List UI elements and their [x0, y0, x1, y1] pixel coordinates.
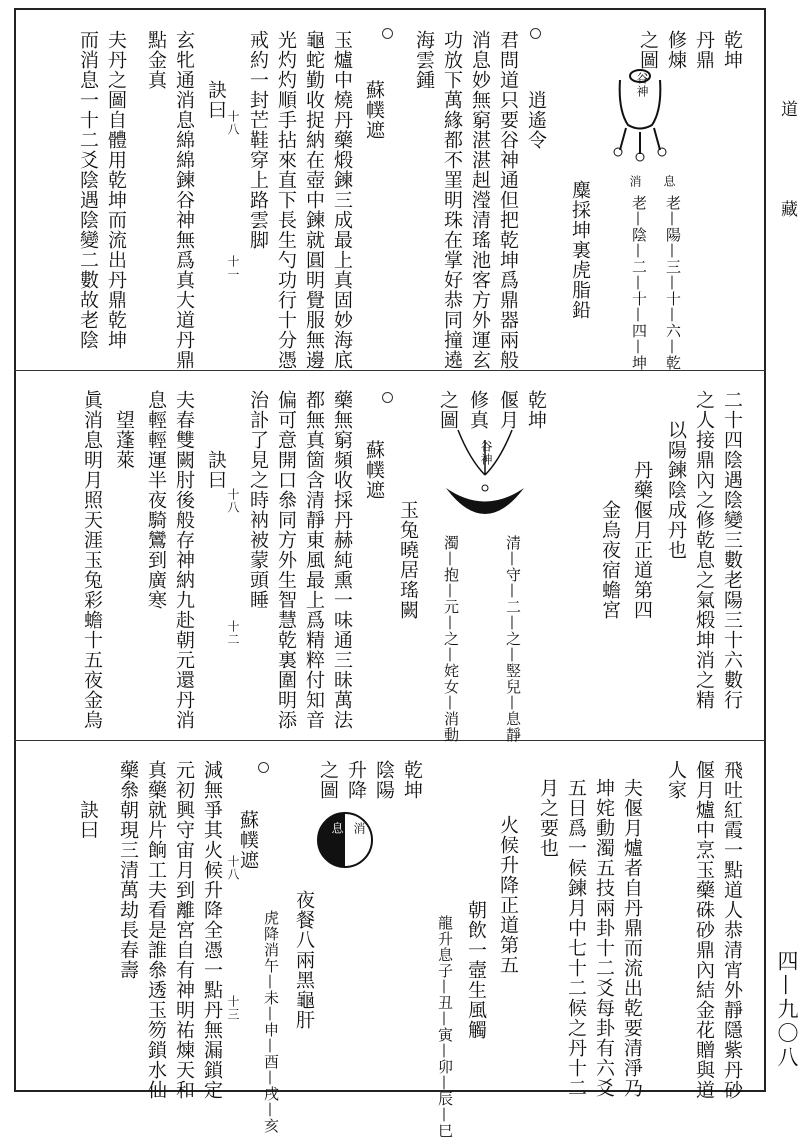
diagram-title: 修煉 — [665, 30, 687, 70]
panel-divider — [14, 740, 766, 741]
text-column: 真藥就片餉工夫看是誰叅透玉笏鎖水仙 — [145, 760, 167, 1100]
circle-mark — [382, 392, 393, 403]
text-column: 治訃了見之時衲被蒙頭睡 — [247, 390, 269, 610]
table-column: 清—守—二—之—竪兒—息靜 — [504, 535, 522, 743]
margin-note: 十二 — [226, 620, 240, 646]
diagram-title: 升降 — [345, 760, 367, 800]
diagram-title: 偃月 — [497, 390, 519, 430]
text-column: 藥無窮頻收採丹赫純熏一味通三昧萬法 — [331, 390, 353, 730]
circle-mark — [382, 28, 393, 39]
text-column: 而消息一十二爻陰遇陰變二數故老陰 — [77, 30, 99, 350]
text-column: 坤姹動濁五技兩卦十二爻每卦有六爻 — [593, 778, 615, 1098]
yin-label: 息 — [330, 822, 344, 835]
section-heading: 丹藥偃月正道第四 — [631, 460, 653, 620]
diagram-title: 乾坤 — [525, 390, 547, 430]
jue-heading: 訣曰 — [77, 800, 99, 840]
text-column: 消息妙無窮湛湛赳瀅清瑤池客方外運玄 — [469, 30, 491, 370]
circle-mark — [258, 762, 269, 773]
section-subheading: 朝飲一壼生風觸 — [465, 900, 487, 1040]
text-column: 都無真箇含清靜東風最上爲精粹付知音 — [303, 390, 325, 730]
margin-note: 十八 — [226, 488, 240, 514]
text-column: 之人接鼎內之修乾息之氣煅坤消之精 — [693, 390, 715, 710]
text-column: 玄牝通消息綿綿鍊谷神無爲真大道丹鼎 — [173, 30, 195, 370]
text-column: 息輕輕運半夜騎鸞到廣寒 — [145, 390, 167, 610]
text-column: 眞消息明月照天涯玉兔彩蟾十五夜金烏 — [81, 390, 103, 730]
text-column: 偏可意開口叅同方外生智慧乾裏圍明添 — [275, 390, 297, 730]
yang-label: 消 — [352, 822, 366, 835]
text-column: 夫春雙闕肘後般存神納九赴朝元還丹消 — [173, 390, 195, 730]
poem-title: 望蓬萊 — [113, 410, 135, 470]
text-column: 五日爲一候鍊月中七十二候之丹十二 — [565, 778, 587, 1098]
table-label: 消 — [628, 175, 642, 188]
margin-note: 十八 — [226, 855, 240, 881]
text-column: 點金真 — [145, 30, 167, 90]
page-number: 四—九〇八 — [775, 950, 799, 1070]
diagram-title: 之圖 — [437, 390, 459, 430]
jue-heading: 訣曰 — [205, 450, 227, 490]
text-column: 光灼灼順手拈來直下長生勺功行十分憑 — [275, 30, 297, 370]
section-subheading: 玉兔曉居瑤闕 — [397, 500, 419, 620]
text-column: 減無爭其火候升降全憑一點丹無漏鎖定 — [201, 760, 223, 1100]
margin-label: 道 — [777, 100, 797, 117]
jue-heading: 訣曰 — [205, 80, 227, 120]
cauldron-diagram — [600, 50, 680, 165]
text-column: 夫偃月爐者自丹鼎而流出乾要清淨乃 — [621, 778, 643, 1098]
diagram-label: 谷神 — [635, 72, 649, 98]
margin-label: 藏 — [777, 200, 797, 217]
table-column: 老—陽—三—十—六—乾 — [664, 195, 682, 371]
diagram-title: 之圖 — [637, 30, 659, 70]
text-column: 人家 — [665, 760, 687, 800]
diagram-title: 乾坤 — [401, 760, 423, 800]
diagram-title: 之圖 — [317, 760, 339, 800]
section-subheading: 夜餐八兩黑龜肝 — [293, 890, 315, 1030]
section-subheading: 金烏夜宿蟾宮 — [599, 500, 621, 620]
text-column: 功放下萬緣都不罣明珠在掌好恭同撞遶 — [441, 30, 463, 370]
diagram-title: 陰陽 — [373, 760, 395, 800]
margin-note: 十八 — [226, 110, 240, 136]
diagram-title: 丹鼎 — [693, 30, 715, 70]
attribution: 蘇幞遮 — [363, 440, 385, 500]
text-column: 偃月爐中烹玉藥硃砂鼎內結金花贈與道 — [693, 760, 715, 1100]
table-column: 老—陰—二—十—四—坤 — [630, 195, 648, 371]
text-column: 君問道只要谷神通但把乾坤爲鼎器兩般 — [497, 30, 519, 370]
table-column: 龍升息子—丑—寅—卯—辰—巳 — [436, 915, 454, 1139]
attribution: 蘇幞遮 — [237, 810, 259, 870]
circle-mark — [530, 28, 541, 39]
text-column: 夫丹之圖自體用乾坤而流出丹鼎乾坤 — [105, 30, 127, 350]
text-column: 以陽鍊陰成丹也 — [665, 420, 687, 560]
table-column: 虎降消午—未—申—酉—戌—亥 — [262, 910, 280, 1134]
attribution: 蘇幞遮 — [363, 80, 385, 140]
margin-note: 十三 — [226, 995, 240, 1021]
section-heading: 火候升降正道第五 — [497, 815, 519, 975]
yin-yang-diagram — [315, 810, 375, 870]
poem-title: 逍遙令 — [525, 90, 547, 150]
margin-note: 十一 — [226, 255, 240, 281]
section-heading: 麋採坤裏虎脂鉛 — [569, 180, 591, 320]
diagram-title: 修真 — [467, 390, 489, 430]
text-column: 元初興守宙月到離宮自有神明祐煉天和 — [173, 760, 195, 1100]
diagram-title: 乾坤 — [721, 30, 743, 70]
text-column: 龜蛇勤收捉納在壺中鍊就圓明覺服無邊 — [303, 30, 325, 370]
text-column: 飛吐紅霞一點道人恭清宵外靜隱紫丹砂 — [721, 760, 743, 1100]
text-column: 海雲鍾 — [413, 30, 435, 90]
text-column: 二十四陰遇陰變三數老陽三十六數行 — [721, 390, 743, 710]
panel-divider — [14, 370, 766, 371]
diagram-label: 谷神 — [479, 440, 493, 466]
table-column: 濁—抱—元—之—姹女—消動 — [442, 535, 460, 743]
text-column: 戒約一封芒鞋穿上路雲脚 — [247, 30, 269, 250]
text-column: 月之要也 — [537, 778, 559, 858]
text-column: 藥叅朝現三清萬劫長春壽 — [117, 760, 139, 980]
table-label: 息 — [662, 175, 676, 188]
text-column: 玉爐中燒丹藥煅鍊三成最上真固妙海底 — [331, 30, 353, 370]
crescent-moon-diagram — [440, 420, 530, 530]
